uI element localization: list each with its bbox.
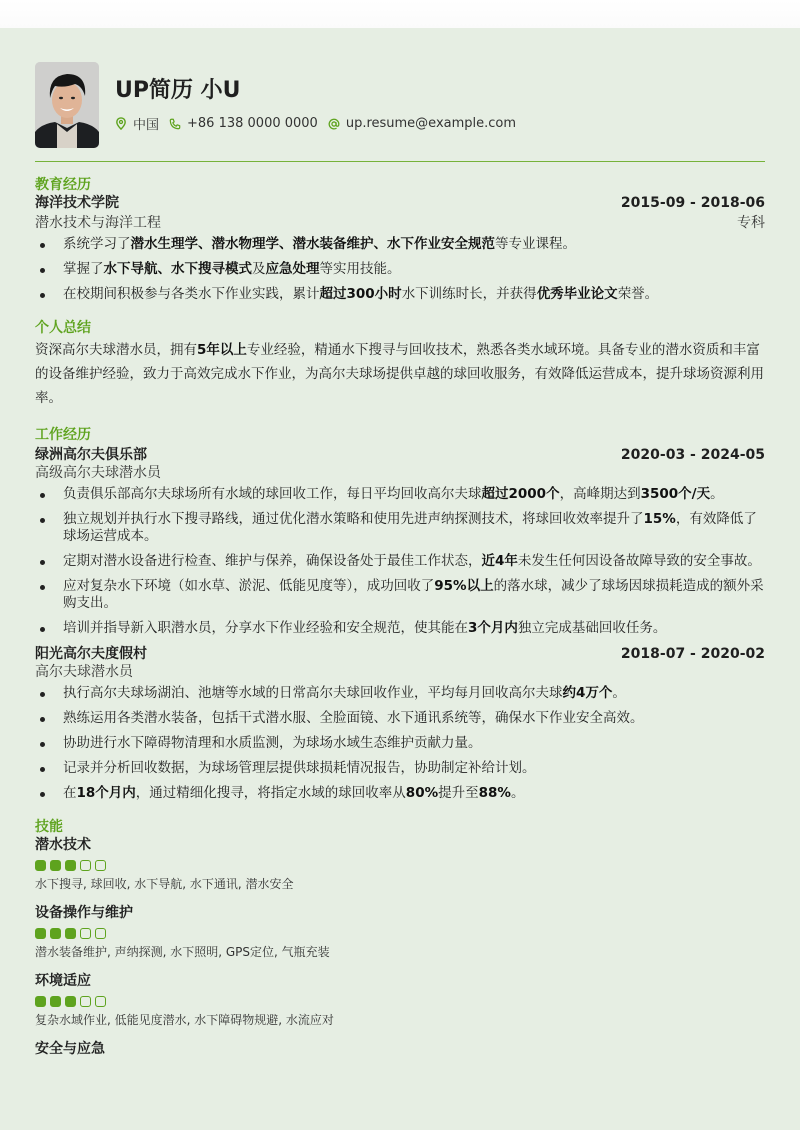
job-dates: 2020-03 - 2024-05 <box>620 447 765 463</box>
summary-section <box>35 319 765 410</box>
text-run: 等专业课程。 <box>495 236 576 252</box>
highlight-text: 80% <box>405 785 439 801</box>
text-run: ，有效降低了球场运营成本。 <box>63 511 757 544</box>
school-name: 海洋技术学院 <box>35 195 119 211</box>
skill-name: 潜水技术 <box>35 837 91 853</box>
highlight-text: 88% <box>478 785 511 801</box>
text-run: 资深高尔夫球潜水员，拥有 <box>35 342 197 358</box>
skill-name: 环境适应 <box>35 973 91 989</box>
top-strip <box>0 0 800 28</box>
email-text: up.resume@example.com <box>345 116 517 131</box>
text-run: 在 <box>63 785 77 801</box>
job-dates: 2018-07 - 2020-02 <box>620 646 765 662</box>
highlight-text: 超过2000个 <box>481 486 560 502</box>
skill-name: 安全与应急 <box>35 1041 105 1057</box>
bullet-item <box>35 261 765 278</box>
bullet-item <box>35 578 765 612</box>
work-section <box>35 426 765 802</box>
text-run: 。 <box>612 685 626 701</box>
education-title: 教育经历 <box>35 177 91 193</box>
text-run: ，高峰期达到 <box>559 486 641 502</box>
bullet-item <box>35 486 765 503</box>
bullet-item <box>35 710 765 727</box>
text-run: 培训并指导新入职潜水员，分享水下作业经验和安全规范，使其能在 <box>63 620 468 636</box>
job-role: 高尔夫球潜水员 <box>35 664 133 680</box>
level-dot-filled-icon <box>50 928 61 939</box>
work-title: 工作经历 <box>35 427 91 443</box>
text-run: 系统学习了 <box>63 236 131 252</box>
text-run: 专业经验，精通水下搜寻与回收技术，熟悉各类水域环境。具备专业的潜水资质和丰富的设备维护经验，致力于高效完成水下作业，为高尔夫球场提供卓越的球回收服务，有效降低运营成本，提升球场资源利用率。 <box>35 342 764 406</box>
skill-item <box>35 836 765 892</box>
contact-phone[interactable] <box>169 116 318 131</box>
contact-location <box>115 114 159 133</box>
bullet-item <box>35 785 765 802</box>
bullet-item <box>35 236 765 253</box>
education-header-row <box>35 194 765 212</box>
candidate-name: UP简历 小U <box>115 78 241 103</box>
job-header-row <box>35 446 765 464</box>
text-run: 独立完成基础回收任务。 <box>517 620 667 636</box>
job-header-row <box>35 645 765 663</box>
skill-level-dots <box>35 996 765 1007</box>
highlight-text: 95%以上 <box>434 578 494 594</box>
text-run: 。 <box>710 486 724 502</box>
summary-text <box>35 338 765 410</box>
highlight-text: 5年以上 <box>197 342 247 358</box>
text-run: 水下训练时长，并获得 <box>401 286 537 302</box>
text-run: 熟练运用各类潜水装备，包括干式潜水服、全脸面镜、水下通讯系统等，确保水下作业安全高效。 <box>63 710 644 726</box>
job-bullets <box>35 685 765 802</box>
level-dot-filled-icon <box>35 928 46 939</box>
summary-title: 个人总结 <box>35 320 91 336</box>
highlight-text: 优秀毕业论文 <box>536 286 618 302</box>
highlight-text: 3500个/天 <box>640 486 711 502</box>
text-run: 掌握了 <box>63 261 104 277</box>
level-dot-empty-icon <box>80 928 91 939</box>
profile-photo <box>35 62 99 148</box>
highlight-text: 15% <box>643 511 676 527</box>
level-dot-filled-icon <box>35 996 46 1007</box>
contact-line <box>115 114 526 133</box>
education-dates: 2015-09 - 2018-06 <box>620 195 765 211</box>
bullet-item <box>35 735 765 752</box>
skill-level-dots <box>35 928 765 939</box>
text-run: 等实用技能。 <box>319 261 401 277</box>
text-run: 荣誉。 <box>617 286 659 302</box>
text-run: 及 <box>252 261 266 277</box>
highlight-text: 超过300小时 <box>319 286 402 302</box>
degree: 专科 <box>737 215 765 231</box>
bullet-item <box>35 511 765 545</box>
text-run: 负责俱乐部高尔夫球场所有水域的球回收工作，每日平均回收高尔夫球 <box>63 486 482 502</box>
level-dot-filled-icon <box>50 860 61 871</box>
job-entry <box>35 446 765 637</box>
location-text: 中国 <box>133 118 160 133</box>
skill-item <box>35 904 765 960</box>
highlight-text: 水下导航、水下搜寻模式 <box>103 261 252 277</box>
bullet-item <box>35 286 765 303</box>
skill-tags: 水下搜寻, 球回收, 水下导航, 水下通讯, 潜水安全 <box>35 877 294 891</box>
text-run: 独立规划并执行水下搜寻路线，通过优化潜水策略和使用先进声纳探测技术，将球回收效率提升了 <box>63 511 644 527</box>
text-run: 未发生任何因设备故障导致的安全事故。 <box>517 553 761 569</box>
text-run: 提升至 <box>438 785 479 801</box>
skills-title: 技能 <box>35 819 63 835</box>
education-section <box>35 176 765 303</box>
contact-email[interactable] <box>328 116 516 131</box>
job-entry <box>35 645 765 802</box>
header-info <box>115 77 526 133</box>
text-run: 的落水球，减少了球场因球损耗造成的额外采购支出。 <box>63 578 764 611</box>
company-name: 绿洲高尔夫俱乐部 <box>35 447 147 463</box>
highlight-text: 3个月内 <box>468 620 518 636</box>
level-dot-empty-icon <box>95 928 106 939</box>
skill-item <box>35 972 765 1028</box>
text-run: 应对复杂水下环境（如水草、淤泥、低能见度等），成功回收了 <box>63 578 435 594</box>
level-dot-empty-icon <box>80 996 91 1007</box>
education-bullets <box>35 236 765 303</box>
highlight-text: 潜水生理学、潜水物理学、潜水装备维护、水下作业安全规范 <box>130 236 495 252</box>
text-run: 在校期间积极参与各类水下作业实践，累计 <box>63 286 320 302</box>
education-sub-row <box>35 212 765 232</box>
skill-level-dots <box>35 860 765 871</box>
highlight-text: 应急处理 <box>265 261 320 277</box>
portrait-image-icon <box>35 62 99 148</box>
level-dot-filled-icon <box>65 928 76 939</box>
bullet-item <box>35 685 765 702</box>
highlight-text: 近4年 <box>481 553 518 569</box>
level-dot-empty-icon <box>95 996 106 1007</box>
highlight-text: 约4万个 <box>562 685 613 701</box>
text-run: 执行高尔夫球场湖泊、池塘等水域的日常高尔夫球回收作业，平均每月回收高尔夫球 <box>63 685 563 701</box>
phone-icon <box>169 118 181 130</box>
level-dot-empty-icon <box>80 860 91 871</box>
resume-header <box>35 62 765 148</box>
skills-section <box>35 818 765 1058</box>
skill-tags: 复杂水域作业, 低能见度潜水, 水下障碍物规避, 水流应对 <box>35 1013 334 1027</box>
text-run: 记录并分析回收数据，为球场管理层提供球损耗情况报告，协助制定补给计划。 <box>63 760 536 776</box>
text-run: 定期对潜水设备进行检查、维护与保养，确保设备处于最佳工作状态， <box>63 553 482 569</box>
bullet-item <box>35 620 765 637</box>
skill-name: 设备操作与维护 <box>35 905 133 921</box>
header-divider <box>35 161 765 162</box>
bullet-item <box>35 760 765 777</box>
map-pin-icon <box>115 117 127 130</box>
text-run: ，通过精细化搜寻，将指定水域的球回收率从 <box>135 785 406 801</box>
highlight-text: 18个月内 <box>76 785 136 801</box>
level-dot-filled-icon <box>65 860 76 871</box>
level-dot-filled-icon <box>35 860 46 871</box>
level-dot-filled-icon <box>50 996 61 1007</box>
skill-tags: 潜水装备维护, 声纳探测, 水下照明, GPS定位, 气瓶充装 <box>35 945 330 959</box>
level-dot-filled-icon <box>65 996 76 1007</box>
at-sign-icon <box>328 118 340 130</box>
text-run: 协助进行水下障碍物清理和水质监测，为球场水域生态维护贡献力量。 <box>63 735 482 751</box>
skill-item <box>35 1040 765 1058</box>
bullet-item <box>35 553 765 570</box>
level-dot-empty-icon <box>95 860 106 871</box>
text-run: 。 <box>510 785 525 801</box>
company-name: 阳光高尔夫度假村 <box>35 646 147 662</box>
major: 潜水技术与海洋工程 <box>35 215 161 231</box>
job-role: 高级高尔夫球潜水员 <box>35 465 161 481</box>
phone-text: +86 138 0000 0000 <box>187 116 318 131</box>
resume-page <box>0 28 800 1130</box>
job-bullets <box>35 486 765 637</box>
